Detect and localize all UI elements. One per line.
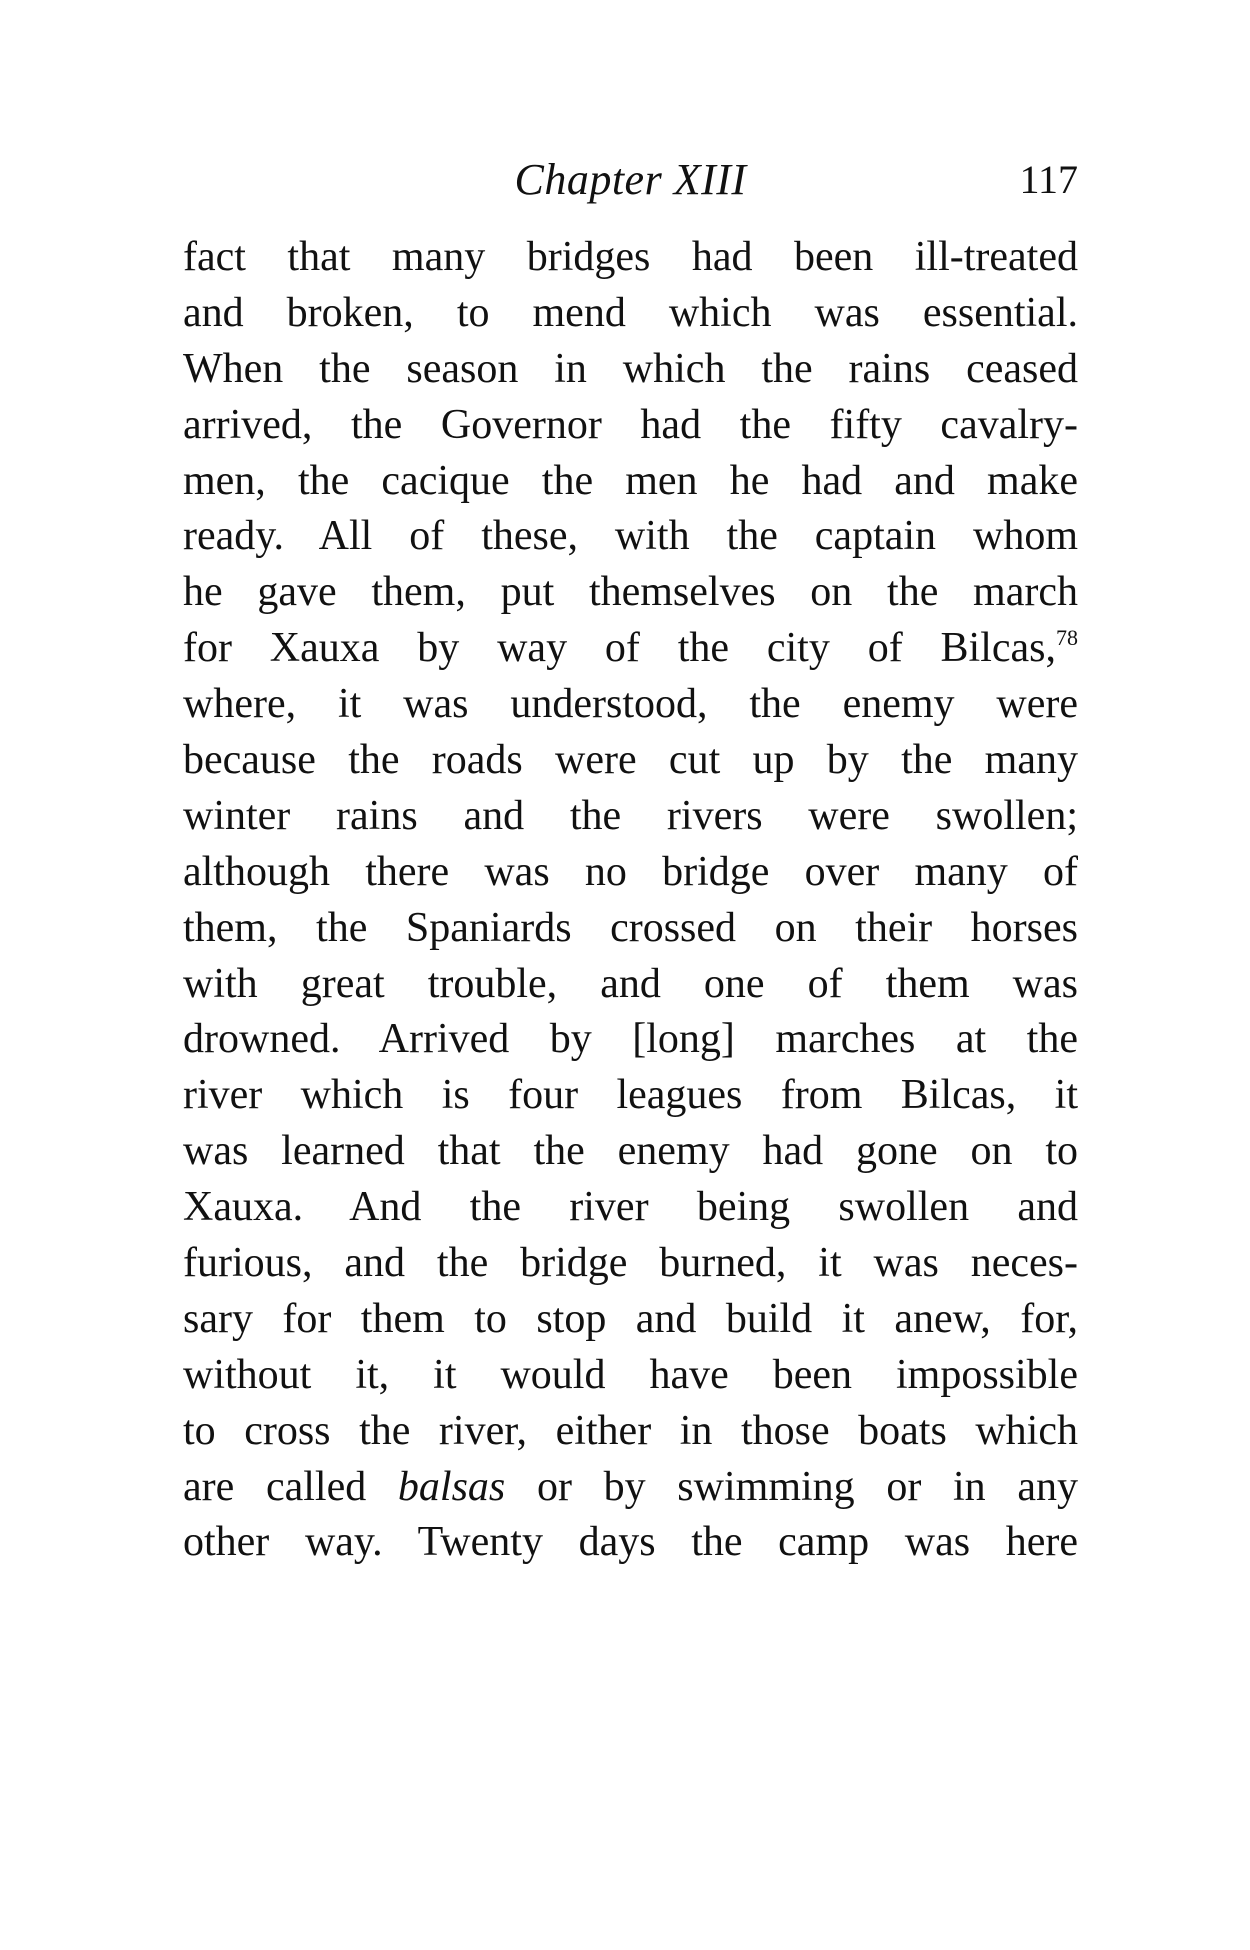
text-line: Xauxa. And the river being swollen and (183, 1184, 1078, 1231)
text-line: where, it was understood, the enemy were (183, 681, 1078, 728)
text-line: arrived, the Governor had the fifty cavalry- (183, 401, 1078, 448)
chapter-title: Chapter XIII (514, 155, 747, 204)
running-head (183, 150, 1078, 210)
text-line: winter rains and the rivers were swollen; (183, 792, 1078, 839)
footnote-reference[interactable]: 78 (1056, 625, 1078, 651)
text-line: fact that many bridges had been ill-treated (183, 234, 1078, 280)
text-line: without it, it would have been impossible (183, 1351, 1078, 1398)
text-line: men, the cacique the men he had and make (183, 457, 1078, 504)
text-line: other way. Twenty days the camp was here (183, 1519, 1078, 1566)
text-line: ready. All of these, with the captain whom (183, 513, 1078, 560)
text-line: sary for them to stop and build it anew, for, (183, 1295, 1078, 1342)
text-line: furious, and the bridge burned, it was neces- (183, 1240, 1078, 1287)
text-line: with great trouble, and one of them was (183, 960, 1078, 1007)
text-line-segment: or by swimming or in any (536, 1463, 1078, 1510)
text-line: drowned. Arrived by [long] marches at the (183, 1016, 1078, 1063)
text-line: to cross the river, either in those boats which (183, 1407, 1078, 1454)
page-number: 117 (1019, 157, 1078, 202)
text-line-with-footnote (183, 621, 1078, 677)
text-line: them, the Spaniards crossed on their horses (183, 904, 1078, 951)
text-line: although there was no bridge over many of (183, 848, 1078, 895)
italic-term: balsas (397, 1463, 506, 1510)
text-line: When the season in which the rains ceased (183, 345, 1078, 392)
text-line-segment: are called (183, 1463, 367, 1510)
text-line: river which is four leagues from Bilcas, it (183, 1072, 1078, 1119)
body-text (183, 230, 1078, 1571)
text-line: and broken, to mend which was essential. (183, 289, 1078, 336)
text-line: he gave them, put themselves on the march (183, 569, 1078, 616)
text-line: was learned that the enemy had gone on to (183, 1128, 1078, 1175)
text-line: because the roads were cut up by the many (183, 737, 1078, 784)
text-line-with-italic (183, 1460, 1078, 1516)
text-line-segment: for Xauxa by way of the city of Bilcas, (183, 625, 1056, 672)
